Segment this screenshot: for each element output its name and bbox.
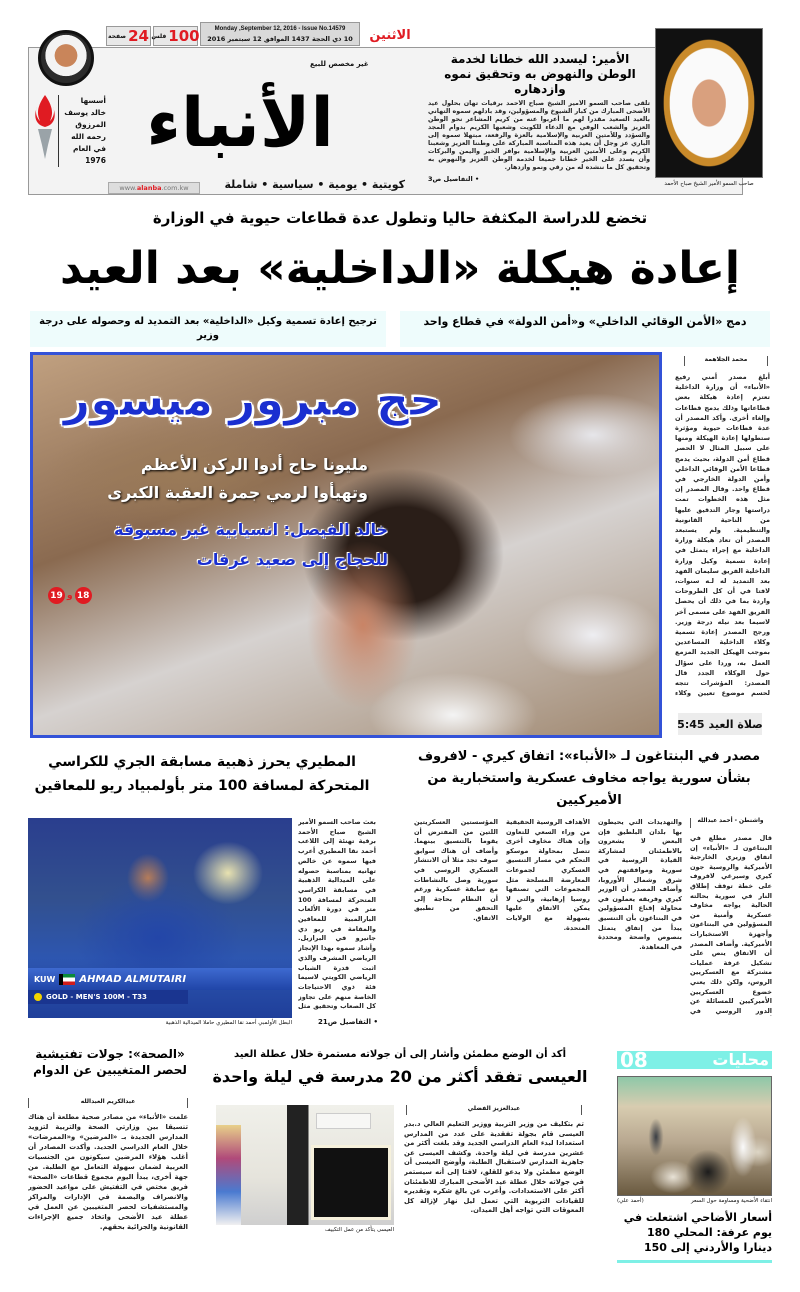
- local-section-rule: [617, 1260, 772, 1263]
- lead-kicker: تخضع للدراسة المكثفة حاليا وتطول عدة قطاعات حيوية في الوزارة: [152, 209, 648, 227]
- tv-name-bar: [28, 968, 292, 990]
- date-box: [200, 22, 360, 46]
- sports-headline: المطيري يحرز ذهبية مسابقة الجري للكراسي المتحركة لمسافة 100 متر بأولمبياد ريو للمعاقين: [34, 754, 370, 794]
- pentagon-col-3: الأهداف الروسية الحقيقية من وراء السعي للتعاون وإن هناك مخاوف أخرى تتصل بمحاولة موسكو التحكم في مسار التنسيق العسكري لجموعات المعارضة المسلحة مثل المجموعات التي تصنفها روسيا إرهابية، والتي لا يمكن الاتفاق عليها بسهولة مع الولايات المتحدة.: [506, 818, 590, 932]
- hajj-line: للحجاج إلى صعيد عرفات: [196, 550, 388, 569]
- sports-body: بعث صاحب السمو الأمير الشيخ صباح الأحمد برقية تهنئة إلى اللاعب أحمد نقا المطيري أعرب فيها سموه عن خالص تهانيه بمناسبة حصوله على الميدالية الذهبية في مسابقة الكراسي المتحركة لمسافة 100 متر في دورة الألعاب البارالمبية للمعاقين والمقامة في ريو دي جانيرو في البرازيل. وأشاد سموه بهذا الإنجاز الرياضي المشرف والذي اثبت قدرة الشباب الرياضي الكويتي لاسيما فئة ذوي الاحتياجات الخاصة منهم على تجاوز كل الصعاب وتحقيق مثل: [298, 818, 376, 1011]
- pentagon-byline: [690, 818, 770, 828]
- pages-box: [106, 26, 151, 46]
- health-headline: «الصحة»: جولات تفتيشية لحصر المتغيبين عن الدوام: [33, 1047, 187, 1077]
- schools-photo: [216, 1105, 394, 1225]
- price-box: [153, 26, 198, 46]
- window: [311, 1145, 391, 1220]
- tv-event-bar: [28, 990, 188, 1004]
- photo-credit: (أحمد علي): [617, 1198, 644, 1204]
- tv-event: GOLD - MEN'S 100M - T33: [46, 993, 147, 1001]
- pages-unit: صفحة: [108, 32, 127, 40]
- caption-text: انتقاء الأضحية ومساومة حول السعر: [690, 1198, 772, 1204]
- lead-headline: إعادة هيكلة «الداخلية» بعد العيد: [59, 243, 741, 294]
- slogan: كويتية • يومية • سياسية • شاملة: [224, 178, 405, 191]
- lead-byline: [684, 356, 768, 366]
- schools-kicker: أكد أن الوضع مطمئن وأشار إلى أن جولاته مستمرة خلال عطلة العيد: [233, 1049, 567, 1060]
- hajj-title: حج مبرور ميسور: [63, 372, 443, 426]
- sports-details-link[interactable]: • التفاصيل ص21: [318, 1018, 378, 1026]
- founder-note: [58, 95, 106, 167]
- byline-text: عبدالعزيز الفضلي: [467, 1105, 521, 1112]
- sports-photo: [28, 818, 292, 1018]
- schools-headline: العيسى تفقد أكثر من 20 مدرسة في ليلة واحدة: [212, 1067, 588, 1086]
- founder-line: المرزوق: [75, 120, 106, 129]
- hajj-line: خالد الفيصل: انسيابية غير مسبوقة: [114, 520, 388, 539]
- lead-subhead-left: ترجيح إعادة تسمية وكيل «الداخلية» بعد التمديد له وحصوله على درجة وزير: [30, 311, 386, 347]
- eid-prayer-time: 5:45: [677, 717, 705, 731]
- day-label: الاثنين: [369, 28, 411, 43]
- pentagon-col-4: المؤسستين العسكريتين اللتين من المفترض أن يقوما بالتنسيق بينهما. وأضاف أن هناك سوابق سوف تجد مثلا أن الانتشار العسكري الروسي في سورية وصل بالنشاطات مع سابقة عسكرية ورغم أن النظام بحاجة إلى التحقق من تطبيق الاتفاق.: [414, 818, 498, 922]
- pentagon-col-2: والتهديدات التي يحيطون بها بلدان البلطيق فإن البعض لا يشعرون بالاطمئنان لمشاركة القيادة الروسية في سورية وموافقتهم في شرق وشمال الأوروبا، وأضاف المصدر أن الوزير كيري وفريقه يعملون في محاولة إقناع المسؤولين في البنتاغون بأن التنسيق يبدأ من إتفاق يتمثل بنصوص واضحة ومحددة في المعاهدة.: [598, 818, 682, 951]
- ac-unit: [316, 1113, 371, 1129]
- hajj-quote: [48, 515, 388, 575]
- byline-text: محمد الجلاهمة: [704, 356, 748, 363]
- emir-body: تلقى صاحب السمو الأمير الشيخ صباح الأحمد برقيات تهان بحلول عيد الأضحى المبارك من كبار الشيوخ والمسؤولين، وقد بادلهم سموه التهاني بالعيد السعيد مقدرا لهم ما أعربوا عنه من كريم المشاعر نحو الوطن العزيز والشعب الوفي مع الدعاء للكويت وشعبها الكريم بدوام المجد والسؤدد وللأمتين العربية والإسلامية بالعزة والرفعة، مبتهلا سموه إلى الباري عز وجل أن يعيد هذه المناسبة المباركة على وطننا العزيز وشعبنا الكريم وعلى الأمتين العربية والإسلامية بوافر الخير واليمن والبركات وأن يسدد على الخير خطانا جميعا لخدمة الوطن العزيز والنهوض به وتحقيق كل ما ننشده له من رقي ونمو وازدهار.: [428, 100, 650, 171]
- sports-photo-caption: البطل الأولمبي أحمد نقا المطيري حاملا الميدالية الذهبية: [165, 1020, 292, 1026]
- price-unit: فلس: [151, 32, 167, 40]
- founder-line: خالد يوسف: [64, 108, 106, 117]
- pentagon-col-1: قال مصدر مطلع في البنتاغون لـ «الأنباء» إن اتفاق وزيري الخارجية الأميركية والروسية جون كيري وسيرغي لافروف على خطة توقف إطلاق النار في سورية بحالته الحالية يواجه مخاوف عسكرية وأمنية من المسؤولين في البنتاغون وأجهزة الاستخبارات الأميركية. وأضاف المصدر أن الاتفاق ينص على تشكيل غرفة عمليات مشتركة مع العسكريين الروس، ولكن ذلك يعني خضوع العسكريين الأميركيين للمسائلة عن الدور الروسي في: [690, 834, 772, 1015]
- hajj-photo: [30, 352, 662, 738]
- kuwait-flag-icon: [59, 974, 75, 985]
- emir-details-link[interactable]: • التفاصيل ص3: [428, 175, 480, 183]
- hajj-subtitle: [48, 451, 368, 507]
- torch-logo: [34, 95, 56, 160]
- sheep-prices-headline: أسعار الأضاحي اشتعلت في يوم عرفة: المحلي 180 دينارا والأردني إلى 150: [623, 1211, 772, 1254]
- emir-headline: الأمير: ليسدد الله خطانا لخدمة الوطن والنهوض به وتحقيق نموه وازدهاره: [444, 52, 636, 96]
- section-page: 08: [620, 1048, 648, 1072]
- hajj-line: وتهيأوا لرمي جمرة العقبة الكبرى: [107, 483, 368, 502]
- pages-value: 24: [128, 27, 149, 45]
- emir-photo-caption: صاحب السمو الأمير الشيخ صباح الأحمد: [664, 181, 754, 187]
- page-badge: 19: [48, 587, 65, 604]
- byline-text: واشنطن - أحمد عبدالله: [697, 818, 764, 824]
- tv-name: AHMAD ALMUTAIRI: [79, 973, 187, 985]
- schools-body: تم بتكليف من وزير التربية ووزير التعليم العالي د.بدر العيسى قام بجولة تفقدية على عدد من المدارس استعدادا لبدء العام الدراسي الجديد وقد بلغت أكثر من عشرين مدرسة في ليلة واحدة. وكشف العيسى عن جاهزية المدارس لاستقبال الطلبة، وأوضح العيسى أن الوضع مطمئن ولا يدعو للقلق، لافتا إلى أنه سيستمر في جولاته خلال عطلة عيد الأضحى المبارك للاطمئنان أكثر على الاستعدادات. وأعرب عن بالغ شكره وتقديره للقيادات التربوية التي تعمل ليل نهار لإزالة كل المعوقات التي تواجه أهل الميدان.: [404, 1120, 584, 1215]
- page-sep: و: [67, 590, 73, 601]
- founder-line: أسسها: [80, 96, 106, 105]
- website-brand: alanba: [136, 184, 162, 192]
- details-text: التفاصيل ص21: [318, 1018, 372, 1026]
- byline-text: عبدالكريم العبدالله: [80, 1098, 136, 1105]
- eid-prayer-label: صلاة العيد: [708, 717, 763, 731]
- hajj-line: مليونا حاج أدوا الركن الأعظم: [140, 455, 368, 474]
- details-text: التفاصيل ص3: [428, 175, 473, 183]
- tv-country: KUW: [34, 974, 56, 984]
- founder-photo: [38, 30, 94, 86]
- founder-line: 1976: [85, 156, 106, 165]
- pentagon-headline: مصدر في البنتاغون لـ «الأنباء»: اتفاق كيري - لافروف بشأن سورية يواجه مخاوف عسكرية واستخبارية من الأميركيين: [417, 749, 761, 808]
- masthead: [0, 0, 800, 200]
- sheep-market-photo: [617, 1076, 772, 1196]
- lead-body: أبلغ مصدر أمني رفيع «الأنباء» أن وزارة الداخلية تعتزم إعادة هيكلة بعض قطاعاتها وذلك بدمج قطاعات وإلغاء أخرى. وأكد المصدر أن عدة قطاعات حيوية ومؤثرة ستطولها إعادة الهيكلة ومنها على سبيل المثال لا الحصر قطاع أمن الدولة، بحيث يدمج قطاعا الأمن الوقائي الداخلي وأمن الدولة الخارجي في قطاع واحد. وقال المصدر إن مثل هذه الخطوات تمت دراستها وجار التدقيق عليها من الناحية القانونية والتنظيمية. ولم يستبعد المصدر أن تعاد هيكلة وزارة الداخلية مع إجراء يتمثل في إعادة تسمية وكيل وزارة الداخلية الفريق سليمان الفهد بعد التمديد له لـه سنوات، لافتا في أن كل الطروحات واردة بما في ذلك أن يحصل الفريق الفهد على مسمى آخر لاسيما بعد نيله درجة وزير. ورجح المصدر إعادة تسمية وكلاء الداخلية المساعدين بموجب الهيكل الجديد المزمع العمل به، وردا على سؤال حول الوكلاء الجدد قال المصدر: المؤشرات تتجه لحسم موضوع تعيين وكلاء: [675, 373, 770, 698]
- health-body: علمت «الأنباء» من مصادر صحية مطلعة أن هناك تنسيقا بين وزارتي الصحة والتربية لتزويد المدارس الجديدة بـ «المرضين» و«الممرضات» خلال العام الدراسي الجديد. وأكدت المصادر أن أغلب هؤلاء المرضين سيكونون من الجنسيات العربية لضمان سهولة التعامل مع الطلبة. من جهة أخرى، يبدأ اليوم مجموع قطاعات «الصحة» فريق مختص في التفتيش على مواعيد الحضور والانصراف والبصمة في الإدارات والمراكز والمستشفيات لحصر المتغيبين عن العمل في عطلة عيد الأضحى واتخاذ جميع الإجراءات القانونية والجزائية بحقهم.: [28, 1113, 188, 1231]
- date-ar: 10 ذي الحجة 1437 الموافق 12 سبتمبر 2016: [207, 35, 353, 43]
- sheep-photo-caption: [617, 1198, 772, 1204]
- schools-byline: [406, 1105, 582, 1115]
- website-pre: www.: [119, 184, 137, 192]
- date-en: Monday ,September 12, 2016 - Issue No.14579: [214, 26, 346, 32]
- founder-line: رحمه الله: [71, 132, 106, 141]
- website: [108, 182, 200, 194]
- founder-line: في العام: [72, 144, 106, 153]
- price-value: 100: [168, 27, 200, 45]
- newspaper-logo: الأنباء: [146, 84, 334, 163]
- emir-photo: [655, 28, 763, 178]
- website-post: .com.kw: [161, 184, 189, 192]
- hajj-pages-ref[interactable]: [48, 587, 92, 604]
- schools-photo-caption: العيسى يتأكد من عمل التكييف: [324, 1227, 394, 1233]
- section-label: محليات: [712, 1050, 769, 1069]
- not-for-sale: غير مخصص للبيع: [310, 60, 369, 68]
- page-badge: 18: [75, 587, 92, 604]
- health-byline: [28, 1098, 188, 1108]
- posters: [216, 1125, 241, 1225]
- local-section-bar[interactable]: [617, 1048, 772, 1072]
- lead-subhead-right: دمج «الأمن الوقائي الداخلي» و«أمن الدولة» في قطاع واحد: [400, 311, 770, 347]
- gold-medal-icon: [34, 993, 42, 1001]
- eid-prayer-box: [678, 713, 762, 735]
